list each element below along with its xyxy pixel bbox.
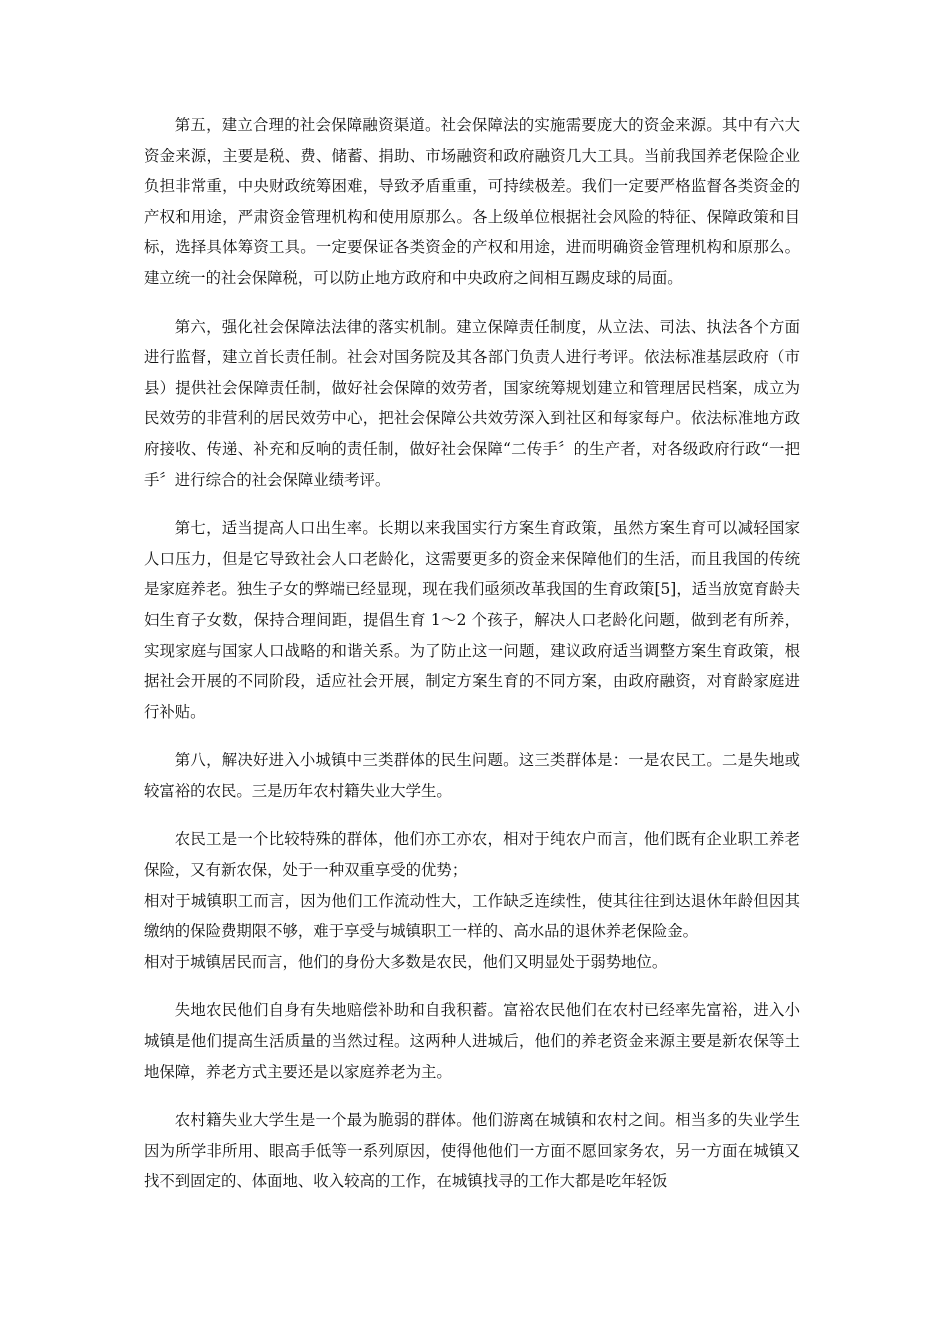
paragraph-seventh: 第七，适当提高人口出生率。长期以来我国实行方案生育政策，虽然方案生育可以减轻国家人口压力，但是它导致社会人口老龄化，这需要更多的资金来保障他们的生活，而且我国的传统是家庭养老。独生子女的弊端已经显现，现在我们亟须改革我国的生育政策[5]，适当放宽育龄夫妇生育子女数，保持合理间距，提倡生育 1～2 个孩子，解决人口老龄化问题，做到老有所养，实现家庭与国家人口战略的和谐关系。为了防止这一问题，建议政府适当调整方案生育政策，根据社会开展的不同阶段，适应社会开展，制定方案生育的不同方案，由政府融资，对育龄家庭进行补贴。	[144, 519, 800, 721]
paragraph-eighth: 第八，解决好进入小城镇中三类群体的民生问题。这三类群体是：一是农民工。二是失地或较富裕的农民。三是历年农村籍失业大学生。	[144, 751, 800, 800]
paragraph-migrant-workers: 农民工是一个比较特殊的群体，他们亦工亦农，相对于纯农户而言，他们既有企业职工养老保险，又有新农保，处于一种双重享受的优势；	[144, 830, 800, 880]
paragraph-landless-farmers: 失地农民他们自身有失地赔偿补助和自我积蓄。富裕农民他们在农村已经率先富裕，进入小城镇是他们提高生活质量的当然过程。这两种人进城后，他们的养老资金来源主要是新农保等土地保障，养老方式主要还是以家庭养老为主。	[144, 1001, 800, 1081]
paragraph-migrant-workers-line-2: 相对于城镇职工而言，因为他们工作流动性大，工作缺乏连续性，使其往往到达退休年龄但因其缴纳的保险费期限不够，难于享受与城镇职工一样的、高水品的退休养老保险金。	[144, 891, 800, 941]
paragraph-sixth: 第六，强化社会保障法法律的落实机制。建立保障责任制度，从立法、司法、执法各个方面进行监督，建立首长责任制。社会对国务院及其各部门负责人进行考评。依法标准基层政府（市县）提供社会保障责任制，做好社会保障的效劳者，国家统筹规划建立和管理居民档案，成立为民效劳的非营利的居民效劳中心，把社会保障公共效劳深入到社区和每家每户。依法标准地方政府接收、传递、补充和反响的责任制，做好社会保障“二传手〞的生产者，对各级政府行政“一把手〞进行综合的社会保障业绩考评。	[144, 317, 800, 489]
paragraph-unemployed-graduates: 农村籍失业大学生是一个最为脆弱的群体。他们游离在城镇和农村之间。相当多的失业学生因为所学非所用、眼高手低等一系列原因，使得他他们一方面不愿回家务农，另一方面在城镇又找不到固定的、体面地、收入较高的工作，在城镇找寻的工作大都是吃年轻饭	[144, 1111, 800, 1191]
document-page	[144, 110, 800, 1215]
paragraph-fifth: 第五，建立合理的社会保障融资渠道。社会保障法的实施需要庞大的资金来源。其中有六大资金来源，主要是税、费、储蓄、捐助、市场融资和政府融资几大工具。当前我国养老保险企业负担非常重，中央财政统筹困难，导致矛盾重重，可持续极差。我们一定要严格监督各类资金的产权和用途，严肃资金管理机构和使用原那么。各上级单位根据社会风险的特征、保障政策和目标，选择具体筹资工具。一定要保证各类资金的产权和用途，进而明确资金管理机构和原那么。建立统一的社会保障税，可以防止地方政府和中央政府之间相互踢皮球的局面。	[144, 116, 800, 287]
paragraph-migrant-workers-line-3: 相对于城镇居民而言，他们的身份大多数是农民，他们又明显处于弱势地位。	[144, 952, 668, 971]
